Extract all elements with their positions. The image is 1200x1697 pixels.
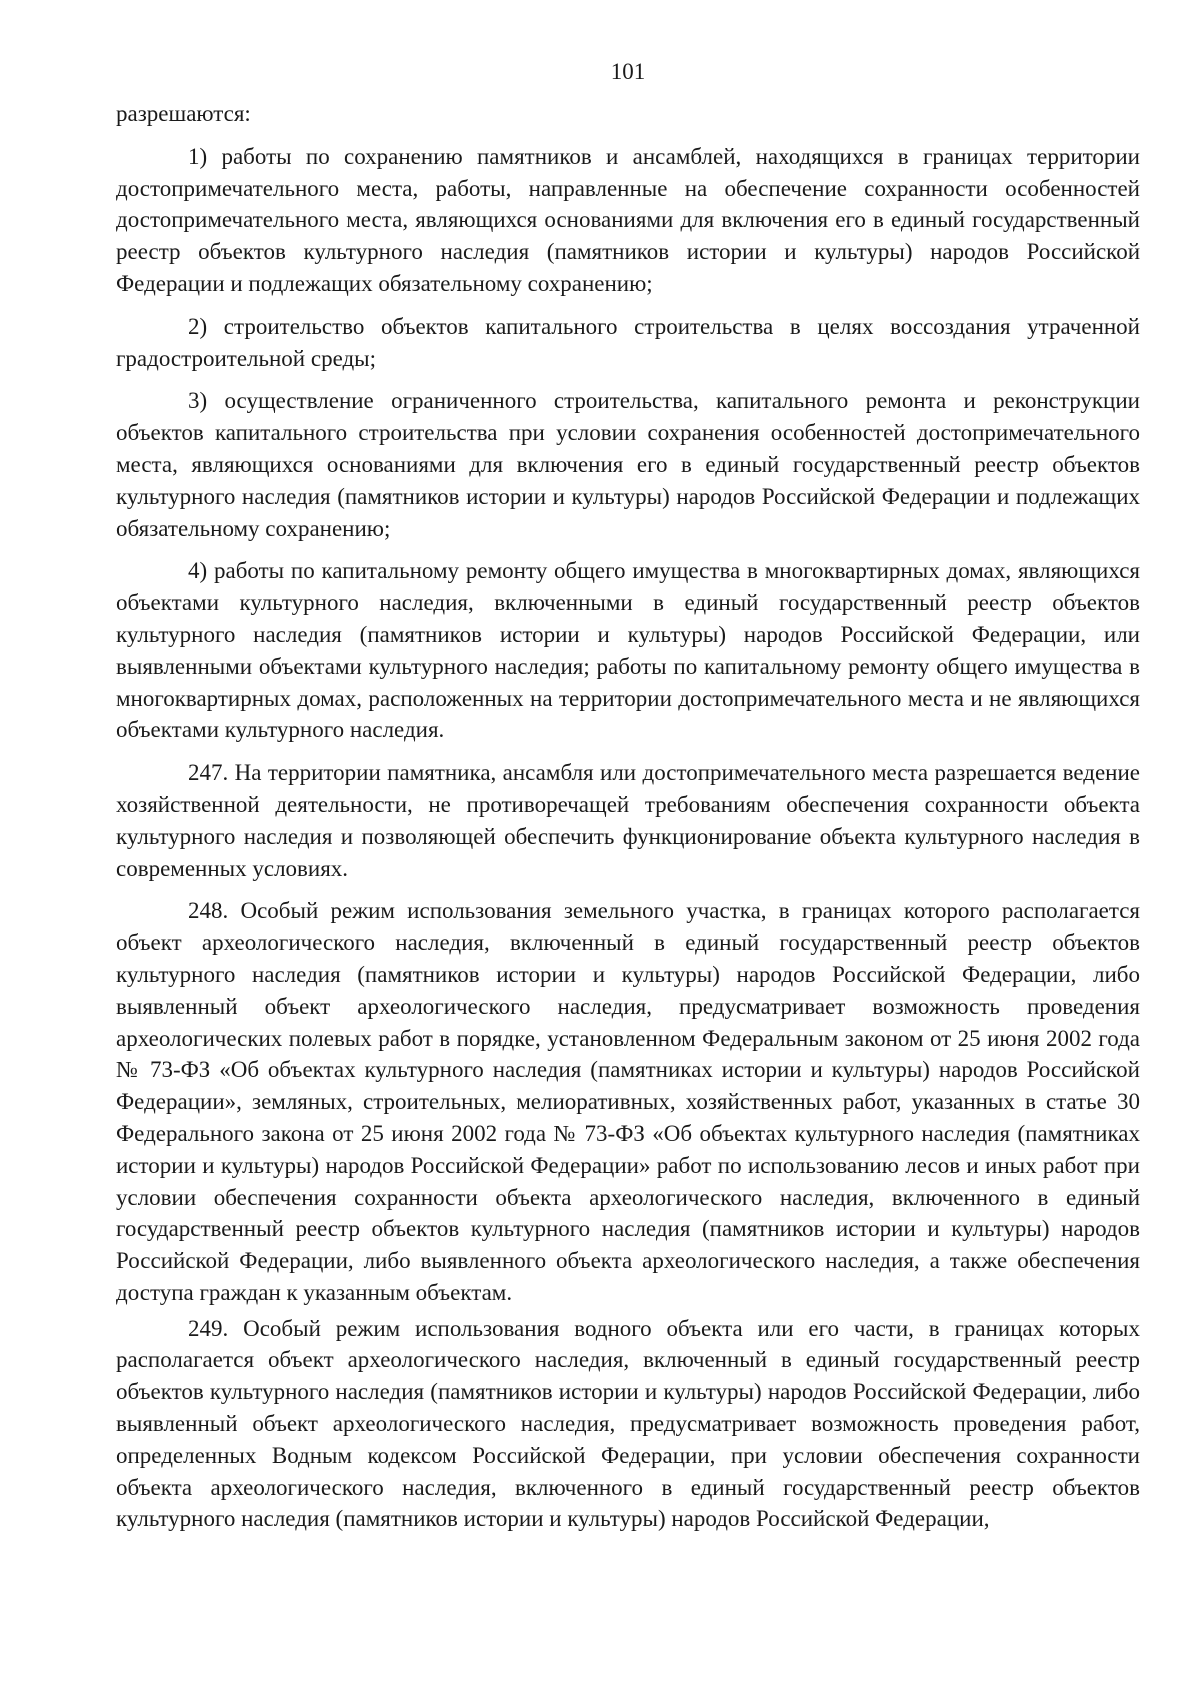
paragraph-248: 248. Особый режим использования земельного участка, в границах которого располагается объект археологического наследия, включенный в единый государственный реестр объектов культурного наследия (памятников истории и культуры) народов Российской Федерации, либо выявленный объект археологического наследия, предусматривает возможность проведения археологических полевых работ в порядке, установленном Федеральным законом от 25 июня 2002 года № 73-ФЗ «Об объектах культурного наследия (памятниках истории и культуры) народов Российской Федерации», земляных, строительных, мелиоративных, хозяйственных работ, указанных в статье 30 Федерального закона от 25 июня 2002 года № 73-ФЗ «Об объектах культурного наследия (памятниках истории и культуры) народов Российской Федерации» работ по использованию лесов и иных работ при условии обеспечения сохранности объекта археологического наследия, включенного в единый государственный реестр объектов культурного наследия (памятников истории и культуры) народов Российской Федерации, либо выявленного объекта археологического наследия, а также обеспечения доступа граждан к указанным объектам.: [116, 898, 1140, 1305]
paragraph-intro: разрешаются:: [116, 101, 251, 126]
list-item-3: 3) осуществление ограниченного строительства, капитального ремонта и реконструкции объектов капитального строительства при условии сохранения особенностей достопримечательного места, являющихся основаниями для включения его в единый государственный реестр объектов культурного наследия (памятников истории и культуры) народов Российской Федерации и подлежащих обязательному сохранению;: [116, 388, 1140, 541]
list-item-2: 2) строительство объектов капитального строительства в целях воссоздания утраченной градостроительной среды;: [116, 313, 1140, 371]
list-item-4: 4) работы по капитальному ремонту общего имущества в многоквартирных домах, являющихся объектами культурного наследия, включенными в единый государственный реестр объектов культурного наследия (памятников истории и культуры) народов Российской Федерации, или выявленными объектами культурного наследия; работы по капитальному ремонту общего имущества в многоквартирных домах, расположенных на территории достопримечательного места и не являющихся объектами культурного наследия.: [116, 558, 1140, 743]
document-page: [116, 56, 1140, 1546]
page-number: 101: [610, 59, 646, 84]
paragraph-249: 249. Особый режим использования водного объекта или его части, в границах которых располагается объект археологического наследия, включенный в единый государственный реестр объектов культурного наследия (памятников истории и культуры) народов Российской Федерации, либо выявленный объект археологического наследия, предусматривает возможность проведения работ, определенных Водным кодексом Российской Федерации, при условии обеспечения сохранности объекта археологического наследия, включенного в единый государственный реестр объектов культурного наследия (памятников истории и культуры) народов Российской Федерации,: [116, 1315, 1140, 1532]
list-item-1: 1) работы по сохранению памятников и ансамблей, находящихся в границах территории достопримечательного места, работы, направленные на обеспечение сохранности особенностей достопримечательного места, являющихся основаниями для включения его в единый государственный реестр объектов культурного наследия (памятников истории и культуры) народов Российской Федерации и подлежащих обязательному сохранению;: [116, 143, 1140, 296]
paragraph-247: 247. На территории памятника, ансамбля или достопримечательного места разрешается ведение хозяйственной деятельности, не противоречащей требованиям обеспечения сохранности объекта культурного наследия и позволяющей обеспечить функционирование объекта культурного наследия в современных условиях.: [116, 760, 1140, 881]
